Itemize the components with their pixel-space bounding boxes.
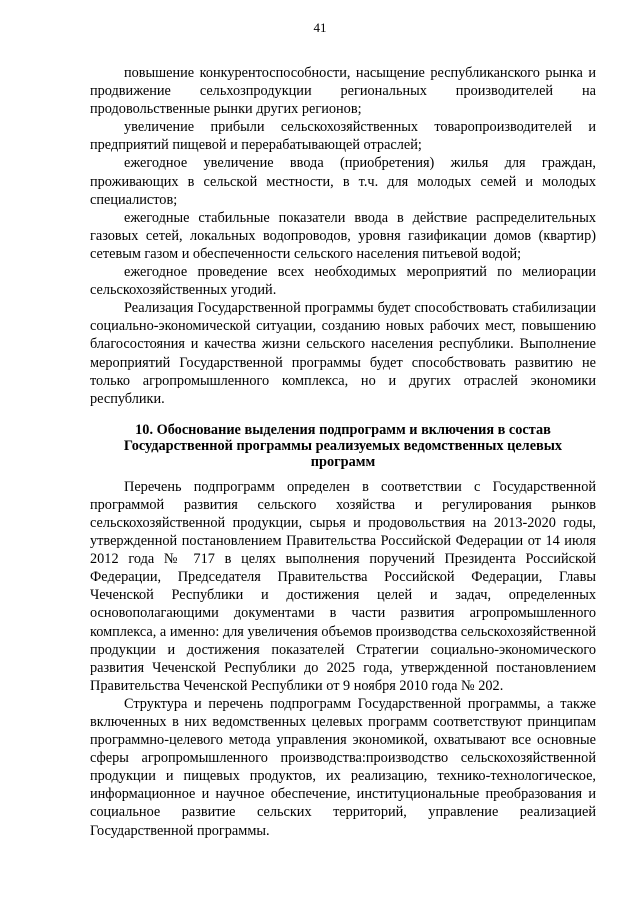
paragraph: ежегодное проведение всех необходимых мероприятий по мелиорации сельскохозяйственных угодий. <box>90 264 596 299</box>
paragraph: Структура и перечень подпрограмм Государственной программы, а также включенных в них ведомственных целевых программ соответствуют принципам программно-целевого метода управления экономикой, охватывают все основные сферы агропромышленного производства:производство сельскохозяйственной продукции и пищевых продуктов, их реализацию, технико-технологическое, информационное и научное обеспечение, институциональные преобразования и социальное развитие сельских территорий, управление реализацией Государственной программы. <box>90 695 596 839</box>
section-heading: 10. Обоснование выделения подпрограмм и включения в состав Государственной программы реализуемых ведомственных целевых программ <box>123 421 563 470</box>
page-number: 41 <box>313 20 327 35</box>
paragraph: повышение конкурентоспособности, насыщение республиканского рынка и продвижение сельхозпродукции региональных производителей на продовольственные рынки других регионов; <box>90 65 596 118</box>
paragraph: увеличение прибыли сельскохозяйственных товаропроизводителей и предприятий пищевой и перерабатывающей отраслей; <box>90 119 596 154</box>
paragraph: Перечень подпрограмм определен в соответствии с Государственной программой развития сельского хозяйства и регулирования рынков сельскохозяйственной продукции, сырья и продовольствия на 2013-2020 годы, утвержденной постановлением Правительства Российской Федерации от 14 июля 2012 года № 717 в целях выполнения поручений Президента Российской Федерации, Председателя Правительства Российской Федерации, Главы Чеченской Республики и достижения целей и задач, определенных основополагающими документами в части развития агропромышленного комплекса, а именно: для увеличения объемов производства сельскохозяйственной продукции и достижения показателей Стратегии социально-экономического развития Чеченской Республики до 2025 года, утвержденной постановлением Правительства Чеченской Республики от 9 ноября 2010 года № 202. <box>90 478 596 694</box>
paragraph: Реализация Государственной программы будет способствовать стабилизации социально-экономической ситуации, созданию новых рабочих мест, повышению благосостояния и качества жизни сельского населения республики. Выполнение мероприятий Государственной программы будет способствовать развитию не только агропромышленного комплекса, но и других отраслей экономики республики. <box>90 300 596 407</box>
page-content <box>90 64 596 840</box>
paragraph: ежегодные стабильные показатели ввода в действие распределительных газовых сетей, локальных водопроводов, уровня газификации домов (квартир) сетевым газом и обеспеченности сельского населения питьевой водой; <box>90 209 596 262</box>
paragraph: ежегодное увеличение ввода (приобретения) жилья для граждан, проживающих в сельской местности, в т.ч. для молодых семей и молодых специалистов; <box>90 155 596 208</box>
